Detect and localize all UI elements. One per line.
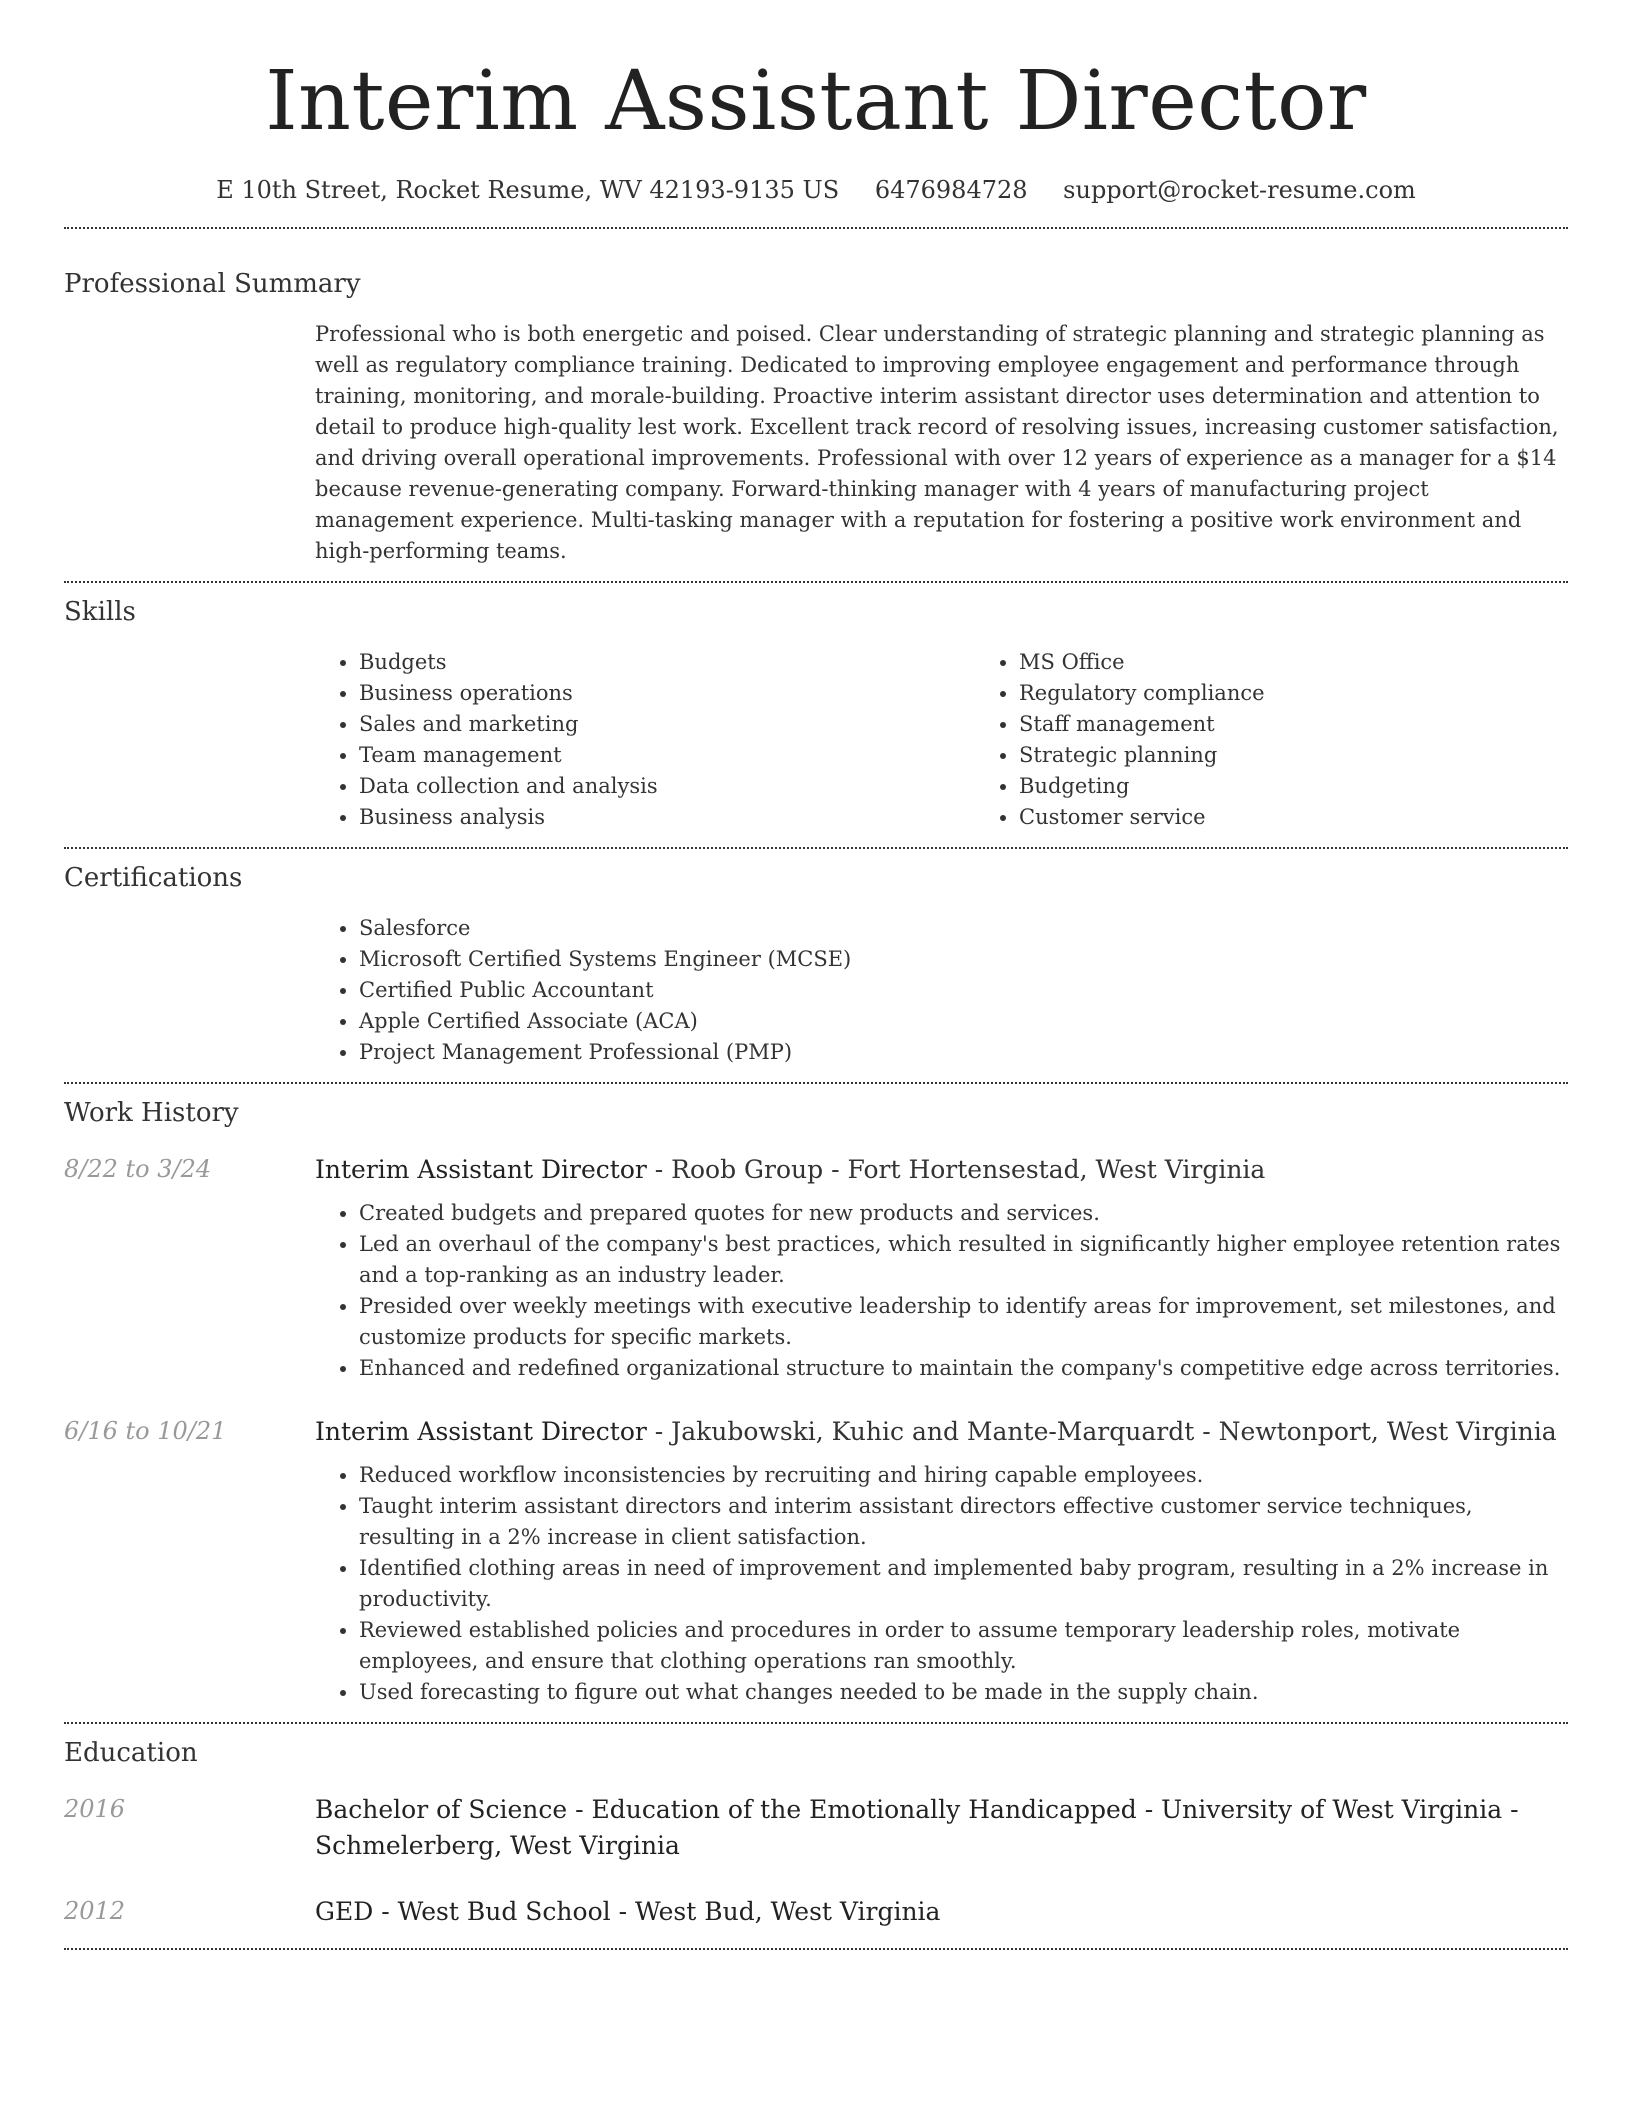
section-title-education: Education xyxy=(64,1738,198,1768)
certification-item: • Certified Public Accountant xyxy=(359,975,1568,1006)
education-year: 2016 xyxy=(64,1795,126,1823)
job-role: Interim Assistant Director xyxy=(315,1155,647,1184)
section-title-skills: Skills xyxy=(64,597,136,627)
divider xyxy=(64,1948,1568,1950)
skills-list-right xyxy=(975,647,1568,833)
section-title-summary: Professional Summary xyxy=(64,269,361,299)
skill-item: • Data collection and analysis xyxy=(359,771,975,802)
job-company-location: - Roob Group - Fort Hortensestad, West Virginia xyxy=(646,1155,1266,1184)
skill-item: • Strategic planning xyxy=(1019,740,1568,771)
job-bullet: • Reduced workflow inconsistencies by recruiting and hiring capable employees. xyxy=(359,1460,1568,1491)
certifications-list xyxy=(315,913,1568,1068)
job-bullet: • Used forecasting to figure out what changes needed to be made in the supply chain. xyxy=(359,1677,1568,1708)
skill-item: • MS Office xyxy=(1019,647,1568,678)
job-role: Interim Assistant Director xyxy=(315,1417,647,1446)
skills-list-left xyxy=(315,647,975,833)
skill-item: • Budgeting xyxy=(1019,771,1568,802)
certification-item: • Microsoft Certified Systems Engineer (MCSE) xyxy=(359,944,1568,975)
certification-item: • Project Management Professional (PMP) xyxy=(359,1037,1568,1068)
job-bullet: • Led an overhaul of the company's best practices, which resulted in significantly higher employee retention rates and a top-ranking as an industry leader. xyxy=(359,1229,1568,1291)
certification-item: • Apple Certified Associate (ACA) xyxy=(359,1006,1568,1037)
education-section xyxy=(64,1724,1568,1948)
job-bullet: • Identified clothing areas in need of improvement and implemented baby program, resulting in a 2% increase in productivity. xyxy=(359,1553,1568,1615)
job-entry xyxy=(64,1152,1568,1384)
work-history-section xyxy=(64,1084,1568,1722)
education-year: 2012 xyxy=(64,1897,126,1925)
job-bullets xyxy=(315,1460,1568,1708)
skill-item: • Customer service xyxy=(1019,802,1568,833)
job-bullet: • Taught interim assistant directors and interim assistant directors effective customer service techniques, resulting in a 2% increase in client satisfaction. xyxy=(359,1491,1568,1553)
skill-item: • Budgets xyxy=(359,647,975,678)
summary-section xyxy=(64,229,1568,581)
job-bullets xyxy=(315,1198,1568,1384)
skills-section xyxy=(64,583,1568,847)
skill-item: • Business operations xyxy=(359,678,975,709)
education-text: Bachelor of Science - Education of the Emotionally Handicapped - University of West Virginia - Schmelerberg, West Virginia xyxy=(315,1795,1519,1860)
contact-address: E 10th Street, Rocket Resume, WV 42193-9135 US xyxy=(216,176,840,204)
education-text: GED - West Bud School - West Bud, West Virginia xyxy=(315,1897,941,1926)
skill-item: • Business analysis xyxy=(359,802,975,833)
section-title-certifications: Certifications xyxy=(64,863,243,893)
contact-email: support@rocket-resume.com xyxy=(1063,176,1416,204)
skill-item: • Staff management xyxy=(1019,709,1568,740)
contact-line xyxy=(64,174,1568,206)
job-company-location: - Jakubowski, Kuhic and Mante-Marquardt - Newtonport, West Virginia xyxy=(646,1417,1557,1446)
job-dates: 8/22 to 3/24 xyxy=(64,1155,212,1183)
certification-item: • Salesforce xyxy=(359,913,1568,944)
job-heading xyxy=(315,1152,1568,1188)
section-title-work-history: Work History xyxy=(64,1098,239,1128)
certifications-section xyxy=(64,849,1568,1082)
summary-text: Professional who is both energetic and poised. Clear understanding of strategic planning and strategic planning as well as regulatory compliance training. Dedicated to improving employee engagement and performance through training, monitoring, and morale-building. Proactive interim assistant director uses determination and attention to detail to produce high-quality lest work. Excellent track record of resolving issues, increasing customer satisfaction, and driving overall operational improvements. Professional with over 12 years of experience as a manager for a $14 because revenue-generating company. Forward-thinking manager with 4 years of manufacturing project management experience. Multi-tasking manager with a reputation for fostering a positive work environment and high-performing teams. xyxy=(315,322,1559,563)
education-entry xyxy=(64,1894,1568,1930)
job-bullet: • Reviewed established policies and procedures in order to assume temporary leadership roles, motivate employees, and ensure that clothing operations ran smoothly. xyxy=(359,1615,1568,1677)
resume-name: Interim Assistant Director xyxy=(265,54,1367,149)
job-entry xyxy=(64,1414,1568,1708)
job-bullet: • Presided over weekly meetings with executive leadership to identify areas for improvement, set milestones, and customize products for specific markets. xyxy=(359,1291,1568,1353)
job-bullet: • Created budgets and prepared quotes for new products and services. xyxy=(359,1198,1568,1229)
education-entry xyxy=(64,1792,1568,1864)
job-bullet: • Enhanced and redefined organizational structure to maintain the company's competitive edge across territories. xyxy=(359,1353,1568,1384)
skill-item: • Sales and marketing xyxy=(359,709,975,740)
job-dates: 6/16 to 10/21 xyxy=(64,1417,227,1445)
skill-item: • Regulatory compliance xyxy=(1019,678,1568,709)
skill-item: • Team management xyxy=(359,740,975,771)
contact-phone: 6476984728 xyxy=(874,176,1028,204)
job-heading xyxy=(315,1414,1568,1450)
